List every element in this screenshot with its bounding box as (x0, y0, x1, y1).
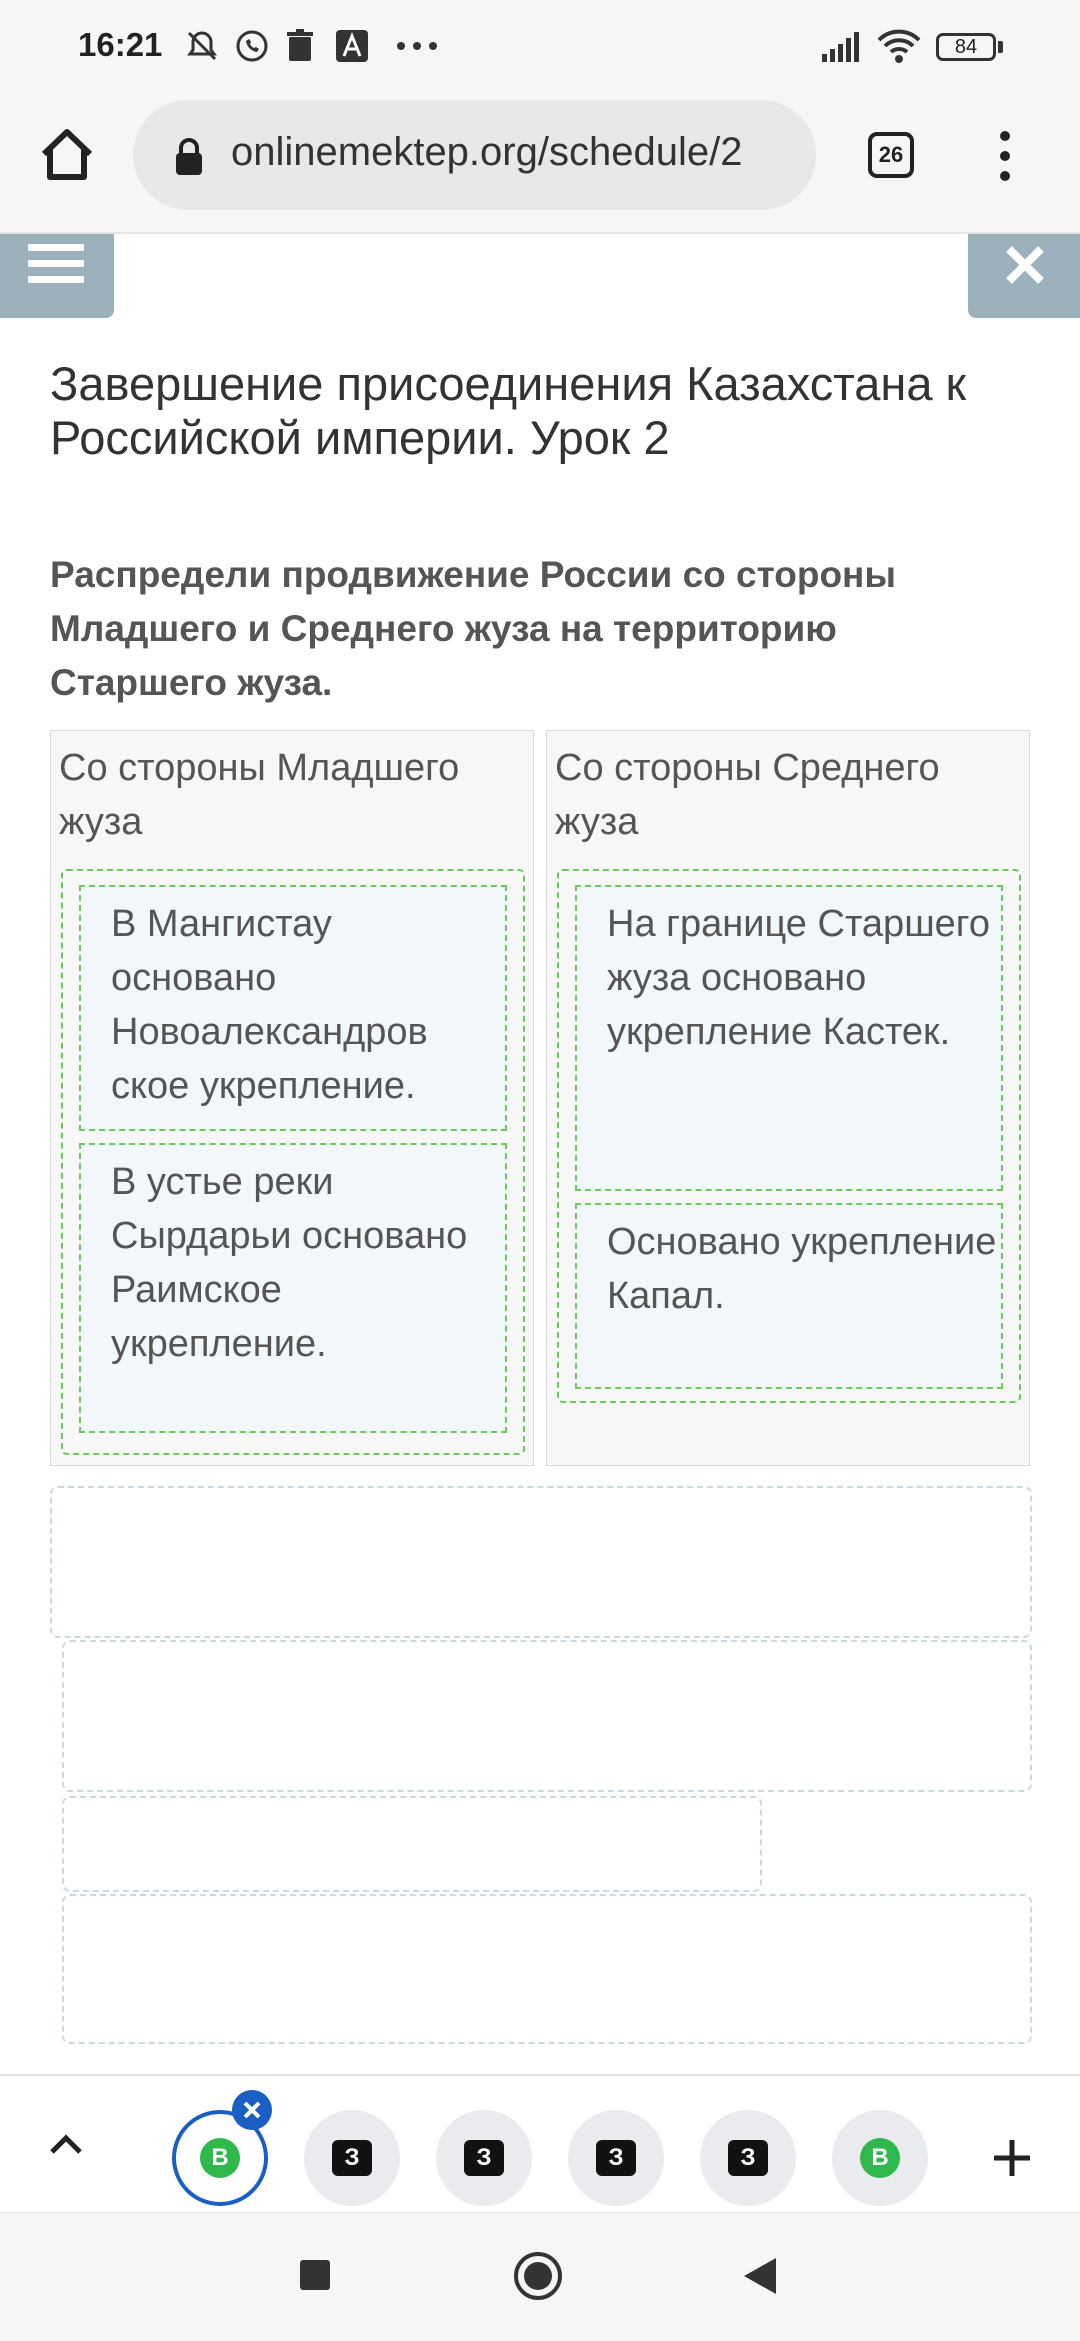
more-dots-icon (392, 24, 442, 68)
drop-zone[interactable] (557, 869, 1021, 1403)
app-icon (332, 24, 372, 68)
menu-button[interactable] (0, 234, 114, 318)
chevron-up-icon[interactable] (44, 2124, 88, 2173)
url-bar[interactable] (133, 100, 816, 210)
new-tab-plus-icon[interactable] (990, 2136, 1034, 2185)
draggable-card[interactable]: На границе Старшего жуза основано укрепление Кастек. (575, 885, 1003, 1191)
empty-answer-slot[interactable] (62, 1640, 1032, 1792)
draggable-card[interactable]: Основано укрепление Капал. (575, 1203, 1003, 1389)
close-tab-icon[interactable] (232, 2090, 272, 2130)
draggable-card[interactable]: В Мангистау основано Новоалександров ское укрепление. (79, 885, 507, 1131)
wifi-icon (874, 24, 924, 68)
tab-favicon: В (200, 2138, 240, 2178)
close-button[interactable] (968, 234, 1080, 318)
tab-switcher-button[interactable]: 26 (868, 132, 914, 178)
draggable-card[interactable]: В устье реки Сырдарьи основано Раимское укрепление. (79, 1143, 507, 1433)
empty-answer-slot[interactable] (50, 1486, 1032, 1638)
url-text: onlinemektep.org/schedule/2 (231, 130, 743, 174)
empty-answer-slot[interactable] (62, 1894, 1032, 2044)
tab-chip[interactable] (832, 2110, 928, 2206)
tab-favicon: З (464, 2140, 504, 2176)
task-instruction: Распредели продвижение России со стороны Младшего и Среднего жуза на территорию Старшего жуза. (50, 554, 896, 703)
empty-answer-slot[interactable] (62, 1796, 762, 1892)
tab-chip[interactable] (304, 2110, 400, 2206)
status-time: 16:21 (78, 26, 163, 63)
column-header: Со стороны Младшего жуза (59, 747, 460, 843)
tab-chip[interactable] (700, 2110, 796, 2206)
tab-favicon: З (728, 2140, 768, 2176)
whatsapp-icon (230, 24, 274, 68)
tab-favicon: З (596, 2140, 636, 2176)
tab-chip[interactable] (568, 2110, 664, 2206)
home-nav-icon[interactable] (512, 2250, 564, 2307)
column-header: Со стороны Среднего жуза (555, 747, 940, 843)
drop-zone[interactable] (61, 869, 525, 1455)
close-icon (1004, 244, 1046, 286)
browser-menu-icon[interactable] (990, 128, 1020, 184)
column-middle-zhuz (546, 730, 1030, 1466)
recent-apps-icon[interactable] (300, 2260, 330, 2290)
mute-icon (182, 24, 222, 68)
signal-icon (818, 24, 866, 68)
lock-icon (173, 137, 205, 182)
trash-icon (280, 24, 320, 68)
battery-indicator: 84 (936, 33, 996, 61)
tab-favicon: З (332, 2140, 372, 2176)
home-icon[interactable] (36, 124, 98, 186)
column-younger-zhuz (50, 730, 534, 1466)
hamburger-icon (28, 240, 84, 290)
battery-tip (998, 41, 1003, 53)
tab-favicon: В (860, 2138, 900, 2178)
back-nav-icon[interactable] (742, 2256, 778, 2301)
tab-chip[interactable] (436, 2110, 532, 2206)
lesson-title: Завершение присоединения Казахстана к Российской империи. Урок 2 (50, 357, 967, 464)
